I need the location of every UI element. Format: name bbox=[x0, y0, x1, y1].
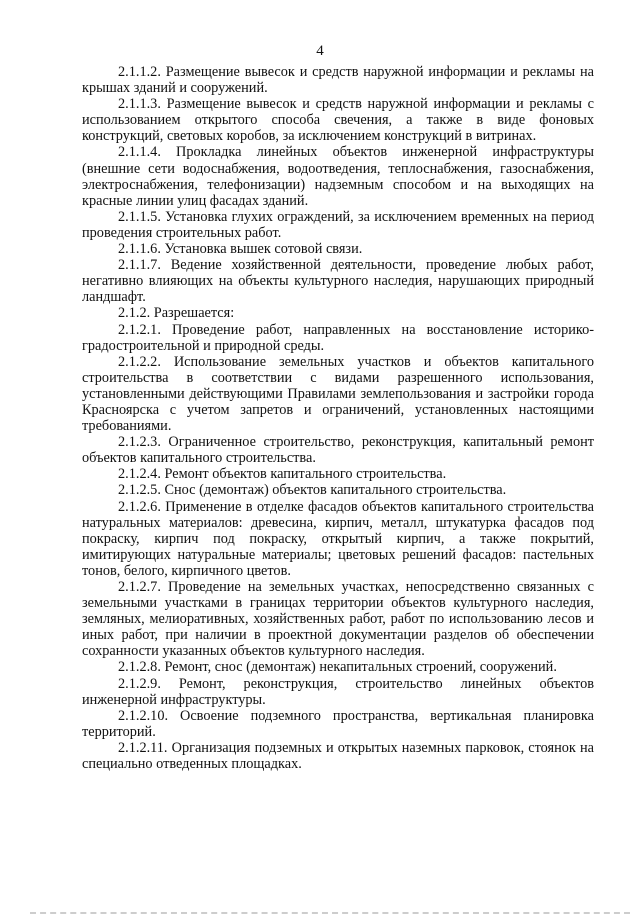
paragraph-2-1-1-5: 2.1.1.5. Установка глухих ограждений, за исключением временных на период проведения строительных работ. bbox=[82, 208, 594, 241]
paragraph-2-1-2-7: 2.1.2.7. Проведение на земельных участках, непосредственно связанных с земельными участками в границах территории объектов культурного наследия, земляных, мелиоративных, хозяйственных работ, работ по использованию лесов и иных работ, при наличии в проектной документации разделов об обеспечении сохранности указанных объектов культурного наследия. bbox=[82, 579, 594, 660]
paragraph-2-1-2-6: 2.1.2.6. Применение в отделке фасадов объектов капитального строительства натуральных материалов: древесина, кирпич, металл, штукатурка фасадов под покраску, кирпич под покраску, открытый кирпич, а также покрытий, имитирующих натуральные материалы; цветовых решений фасадов: пастельных тонов, белого, кирпичного цветов. bbox=[82, 498, 594, 579]
paragraph-2-1-1-7: 2.1.1.7. Ведение хозяйственной деятельности, проведение любых работ, негативно влияющих на объекты культурного наследия, нарушающих природный ландшафт. bbox=[82, 257, 594, 306]
paragraph-2-1-1-6: 2.1.1.6. Установка вышек сотовой связи. bbox=[118, 241, 363, 258]
document-body bbox=[82, 64, 594, 772]
paragraph-2-1-2-8: 2.1.2.8. Ремонт, снос (демонтаж) некапитальных строений, сооружений. bbox=[118, 659, 557, 676]
paragraph-2-1-2-10: 2.1.2.10. Освоение подземного пространства, вертикальная планировка территорий. bbox=[82, 707, 594, 740]
paragraph-2-1-1-3: 2.1.1.3. Размещение вывесок и средств наружной информации и рекламы с использованием открытого способа свечения, а также в виде фоновых конструкций, световых коробов, за исключением конструкций в витринах. bbox=[82, 96, 594, 145]
paragraph-2-1-2-2: 2.1.2.2. Использование земельных участков и объектов капитального строительства в соответствии с видами разрешенного использования, установленными действующими Правилами землепользования и застройки города Красноярска с учетом запретов и ограничений, установленных настоящими требованиями. bbox=[82, 353, 594, 435]
paragraph-2-1-2-9: 2.1.2.9. Ремонт, реконструкция, строительство линейных объектов инженерной инфраструктуры. bbox=[82, 675, 594, 708]
scan-edge-artifact bbox=[30, 912, 630, 914]
section-heading-2-1-2: 2.1.2. Разрешается: bbox=[118, 305, 235, 322]
page-number: 4 bbox=[316, 43, 324, 59]
paragraph-2-1-2-11: 2.1.2.11. Организация подземных и открытых наземных парковок, стоянок на специально отведенных площадках. bbox=[82, 739, 594, 773]
paragraph-2-1-2-4: 2.1.2.4. Ремонт объектов капитального строительства. bbox=[118, 466, 447, 483]
paragraph-2-1-2-5: 2.1.2.5. Снос (демонтаж) объектов капитального строительства. bbox=[118, 482, 507, 499]
paragraph-2-1-1-2: 2.1.1.2. Размещение вывесок и средств наружной информации и рекламы на крышах зданий и сооружений. bbox=[82, 64, 594, 97]
paragraph-2-1-2-1: 2.1.2.1. Проведение работ, направленных на восстановление историко-градостроительной и природной среды. bbox=[82, 321, 594, 354]
paragraph-2-1-1-4: 2.1.1.4. Прокладка линейных объектов инженерной инфраструктуры (внешние сети водоснабжения, водоотведения, теплоснабжения, газоснабжения, электроснабжения, телефонизации) надземным способом и на выходящих на красные линии улиц фасадах зданий. bbox=[82, 144, 594, 209]
paragraph-2-1-2-3: 2.1.2.3. Ограниченное строительство, реконструкция, капитальный ремонт объектов капитального строительства. bbox=[82, 434, 594, 467]
